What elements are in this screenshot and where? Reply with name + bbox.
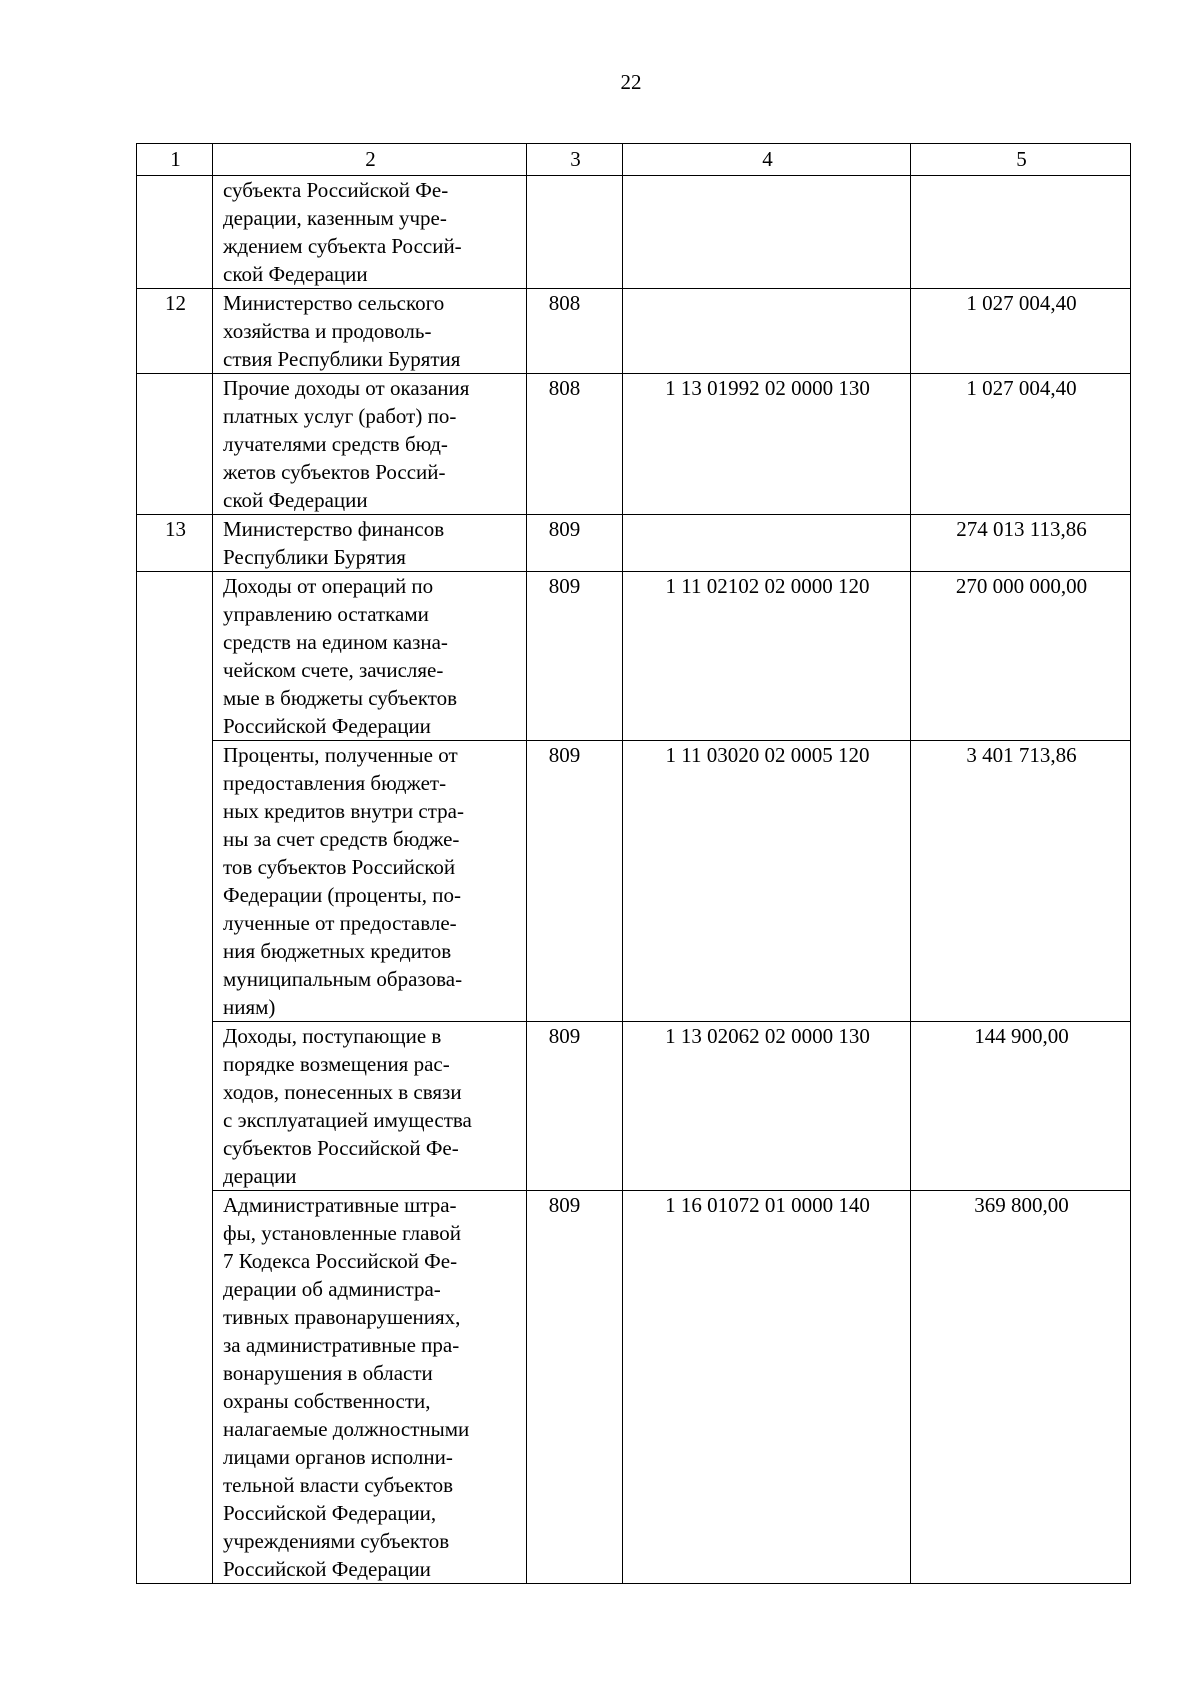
column-header: 4: [623, 144, 911, 176]
row-number-cell: [137, 374, 213, 515]
row-amount-cell: 1 027 004,40: [911, 374, 1131, 515]
row-name-cell: [213, 515, 527, 572]
row-admin-code-cell: 809: [527, 572, 623, 741]
table-row: [137, 374, 1131, 515]
page-number: 22: [620, 70, 642, 94]
row-number-cell: [137, 176, 213, 289]
table-row: [137, 515, 1131, 572]
row-name-text: субъекта Российской Фе- дерации, казенным учре- ждением субъекта Россий- ской Федерации: [223, 178, 462, 286]
row-amount-cell: 144 900,00: [911, 1022, 1131, 1191]
row-budget-code-cell: [623, 515, 911, 572]
budget-revenue-table: [136, 143, 1131, 1584]
row-budget-code-cell: [623, 176, 911, 289]
row-admin-code-cell: 809: [527, 741, 623, 1022]
row-name-cell: [213, 741, 527, 1022]
row-amount-cell: 3 401 713,86: [911, 741, 1131, 1022]
row-amount-cell: 270 000 000,00: [911, 572, 1131, 741]
column-header: 2: [213, 144, 527, 176]
row-name-cell: [213, 1022, 527, 1191]
row-name-cell: [213, 572, 527, 741]
row-name-text: Административные штра- фы, установленные главой 7 Кодекса Российской Фе- дерации об администра- тивных правонарушениях, за административные пра- вонарушения в области охраны собственности, налагаемые должностными лицами органов исполни- тельной власти субъектов Российской Федерации, учреждениями субъектов Российской Федерации: [223, 1193, 470, 1581]
row-amount-cell: [911, 176, 1131, 289]
row-admin-code-cell: [527, 176, 623, 289]
row-name-cell: [213, 1191, 527, 1584]
row-amount-cell: 1 027 004,40: [911, 289, 1131, 374]
row-name-text: Проценты, полученные от предоставления бюджет- ных кредитов внутри стра- ны за счет средств бюдже- тов субъектов Российской Федерации (проценты, по- лученные от предоставле- ния бюджетных кредитов муниципальным образова- ниям): [223, 743, 464, 1019]
row-budget-code-cell: [623, 289, 911, 374]
column-header: 5: [911, 144, 1131, 176]
row-name-cell: [213, 374, 527, 515]
row-amount-cell: 369 800,00: [911, 1191, 1131, 1584]
table-row: [137, 1022, 1131, 1191]
row-budget-code-cell: 1 13 02062 02 0000 130: [623, 1022, 911, 1191]
table-row: [137, 176, 1131, 289]
column-header: 1: [137, 144, 213, 176]
row-name-cell: [213, 289, 527, 374]
row-name-text: Доходы, поступающие в порядке возмещения рас- ходов, понесенных в связи с эксплуатацией имущества субъектов Российской Фе- дерации: [223, 1024, 472, 1188]
row-admin-code-cell: 808: [527, 289, 623, 374]
row-admin-code-cell: 809: [527, 515, 623, 572]
row-number-cell: 13: [137, 515, 213, 572]
table-row: [137, 741, 1131, 1022]
row-name-text: Доходы от операций по управлению остатками средств на едином казна- чейском счете, зачисляе- мые в бюджеты субъектов Российской Федерации: [223, 574, 458, 738]
row-name-text: Прочие доходы от оказания платных услуг (работ) по- лучателями средств бюд- жетов субъектов Россий- ской Федерации: [223, 376, 470, 512]
row-name-text: Министерство финансов Республики Бурятия: [223, 517, 445, 569]
row-number-cell: [137, 572, 213, 1584]
row-amount-cell: 274 013 113,86: [911, 515, 1131, 572]
row-admin-code-cell: 809: [527, 1191, 623, 1584]
table-row: [137, 289, 1131, 374]
table-header-row: [137, 144, 1131, 176]
row-budget-code-cell: 1 11 03020 02 0005 120: [623, 741, 911, 1022]
row-number-cell: 12: [137, 289, 213, 374]
row-budget-code-cell: 1 13 01992 02 0000 130: [623, 374, 911, 515]
row-admin-code-cell: 808: [527, 374, 623, 515]
row-budget-code-cell: 1 16 01072 01 0000 140: [623, 1191, 911, 1584]
table-row: [137, 572, 1131, 741]
row-admin-code-cell: 809: [527, 1022, 623, 1191]
column-header: 3: [527, 144, 623, 176]
row-name-text: Министерство сельского хозяйства и продоволь- ствия Республики Бурятия: [223, 291, 461, 371]
row-name-cell: [213, 176, 527, 289]
table-row: [137, 1191, 1131, 1584]
row-budget-code-cell: 1 11 02102 02 0000 120: [623, 572, 911, 741]
